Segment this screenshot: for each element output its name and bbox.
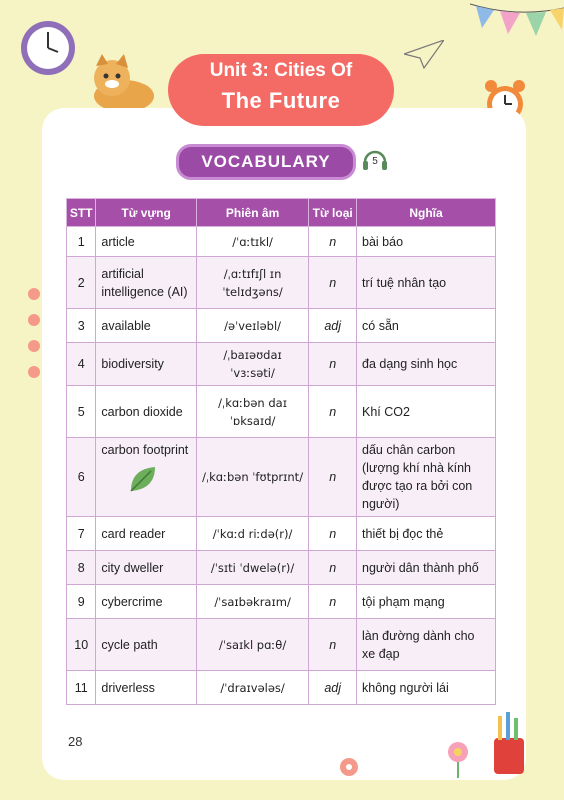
phonetic: /əˈveɪləbl/ [196, 309, 309, 343]
table-row [67, 386, 496, 438]
vocab-word: cybercrime [96, 585, 196, 619]
flower-icon [28, 314, 40, 326]
clock-icon [18, 18, 78, 78]
col-stt: STT [67, 199, 96, 227]
unit-title-line2: The Future [221, 88, 341, 113]
table-row [67, 438, 496, 517]
phonetic: /ˈsɪti ˈdwelə(r)/ [196, 551, 309, 585]
row-number: 1 [67, 227, 96, 257]
phonetic: /ˌbaɪəʊdaɪˈvɜːsəti/ [196, 343, 309, 386]
flower-icon [440, 738, 476, 778]
flower-icon [28, 340, 40, 352]
part-of-speech: n [309, 438, 357, 517]
part-of-speech: n [309, 227, 357, 257]
row-number: 11 [67, 671, 96, 705]
row-number: 6 [67, 438, 96, 517]
phonetic: /ˈsaɪkl pɑːθ/ [196, 619, 309, 671]
headphone-icon[interactable] [360, 144, 390, 174]
paper-plane-icon [404, 40, 444, 70]
vocab-word: driverless [96, 671, 196, 705]
meaning: thiết bị đọc thẻ [357, 517, 496, 551]
row-number: 2 [67, 257, 96, 309]
phonetic: /ˌɑːtɪfɪʃl ɪnˈtelɪdʒəns/ [196, 257, 309, 309]
col-ipa: Phiên âm [196, 199, 309, 227]
col-word: Từ vựng [96, 199, 196, 227]
row-number: 9 [67, 585, 96, 619]
row-number: 5 [67, 386, 96, 438]
phonetic: /ˈkɑːd riːdə(r)/ [196, 517, 309, 551]
vocab-word: carbon dioxide [96, 386, 196, 438]
flower-icon [28, 366, 40, 378]
part-of-speech: n [309, 517, 357, 551]
vocab-word: city dweller [96, 551, 196, 585]
page-number: 28 [68, 734, 83, 749]
flower-icon [338, 756, 360, 778]
row-number: 4 [67, 343, 96, 386]
row-number: 10 [67, 619, 96, 671]
meaning: làn đường dành cho xe đạp [357, 619, 496, 671]
unit-title-line1: Unit 3: Cities Of [209, 60, 353, 81]
table-row [67, 227, 496, 257]
vocab-word: cycle path [96, 619, 196, 671]
flag-bunting-icon [470, 0, 564, 44]
phonetic: /ˌkɑːbən daɪˈɒksaɪd/ [196, 386, 309, 438]
vocabulary-table [66, 198, 496, 705]
vocab-word: artificial intelligence (AI) [96, 257, 196, 309]
flower-icon [28, 288, 40, 300]
row-number: 8 [67, 551, 96, 585]
meaning: đa dạng sinh học [357, 343, 496, 386]
row-number: 3 [67, 309, 96, 343]
part-of-speech: adj [309, 309, 357, 343]
phonetic: /ˈɑːtɪkl/ [196, 227, 309, 257]
part-of-speech: n [309, 343, 357, 386]
meaning: tội phạm mạng [357, 585, 496, 619]
row-number: 7 [67, 517, 96, 551]
phonetic: /ˈdraɪvələs/ [196, 671, 309, 705]
part-of-speech: n [309, 386, 357, 438]
leaf-icon [127, 463, 159, 495]
vocab-word: card reader [96, 517, 196, 551]
col-pos: Từ loại [309, 199, 357, 227]
meaning: trí tuệ nhân tạo [357, 257, 496, 309]
vocab-word: biodiversity [96, 343, 196, 386]
vocab-word: carbon footprint [96, 438, 196, 517]
table-row [67, 619, 496, 671]
part-of-speech: n [309, 585, 357, 619]
table-row [67, 585, 496, 619]
vocab-word: article [96, 227, 196, 257]
meaning: người dân thành phố [357, 551, 496, 585]
table-row [67, 309, 496, 343]
section-label: VOCABULARY [176, 144, 356, 180]
table-row [67, 517, 496, 551]
vocab-word: available [96, 309, 196, 343]
phonetic: /ˌkɑːbən ˈfʊtprɪnt/ [196, 438, 309, 517]
col-meaning: Nghĩa [357, 199, 496, 227]
unit-title-banner [168, 54, 394, 126]
table-row [67, 257, 496, 309]
table-row [67, 343, 496, 386]
part-of-speech: n [309, 619, 357, 671]
audio-track-number: 5 [372, 156, 378, 167]
meaning: Khí CO2 [357, 386, 496, 438]
pencil-cup-icon [490, 708, 530, 778]
meaning: bài báo [357, 227, 496, 257]
part-of-speech: adj [309, 671, 357, 705]
table-row [67, 551, 496, 585]
table-row [67, 671, 496, 705]
meaning: có sẵn [357, 309, 496, 343]
part-of-speech: n [309, 257, 357, 309]
meaning: không người lái [357, 671, 496, 705]
part-of-speech: n [309, 551, 357, 585]
phonetic: /ˈsaɪbəkraɪm/ [196, 585, 309, 619]
meaning: dấu chân carbon (lượng khí nhà kính được tạo ra bởi con người) [357, 438, 496, 517]
